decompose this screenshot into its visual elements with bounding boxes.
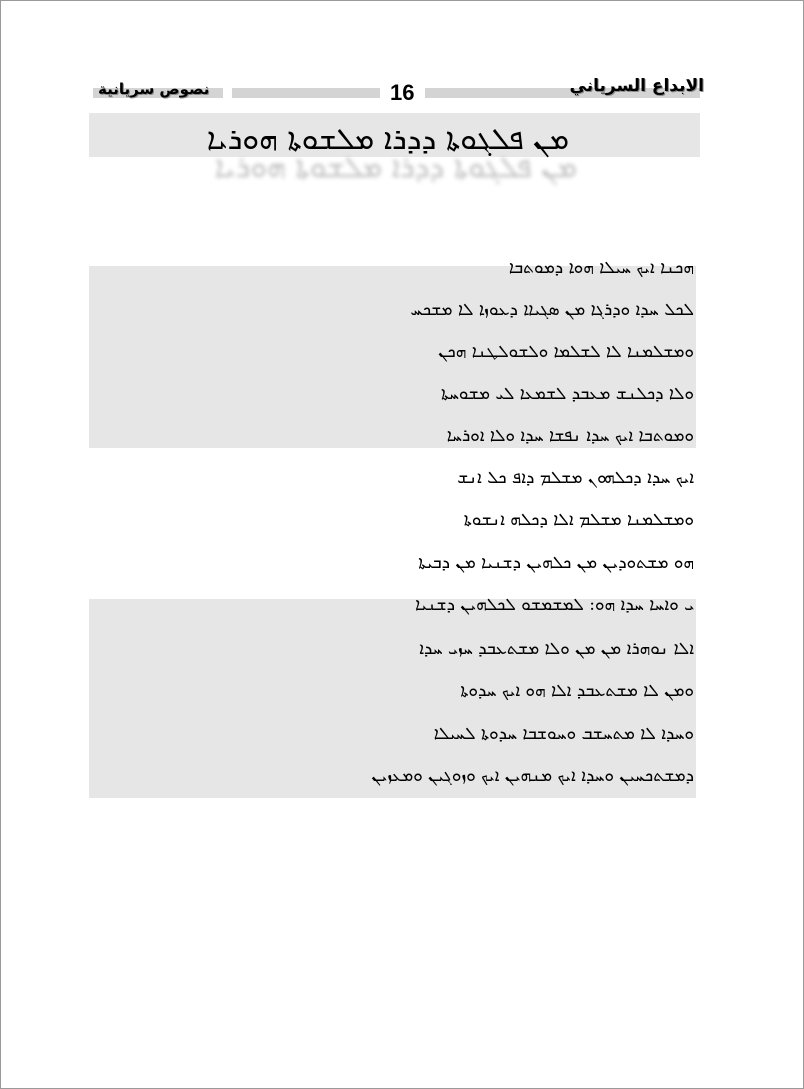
poem-line: ܘܚܕܐ ܠܐ ܡܬܚܫܒ ܘܚܘܫܒܐ ܚܕܘܬܐ ܠܚܝܠܐ — [433, 724, 694, 744]
poem-line: ܘܡܘܬܒܐ ܐܝܟ ܚܕܐ ܢܦܫܐ ܚܕܐ ܘܠܐ ܐܘܪܚܐ — [446, 426, 694, 446]
poem-line: ܘܡܢ ܠܐ ܡܫܬܥܒܕ ܐܠܐ ܗܘ ܐܝܟ ܚܕܘܬܐ — [460, 681, 694, 701]
poem-line: ܘܡܫܠܡܢܐ ܠܐ ܠܫܠܡܐ ܘܠܫܘܠܛܢܐ ܗܟܢ — [438, 342, 694, 362]
poem-line: ܘܠܐ ܕܟܠܢܫ ܡܥܒܕ ܠܫܡܥܐ ܠܝ ܡܫܘܚܬܐ — [441, 384, 694, 404]
poem-line: ܗܟܢܐ ܐܝܟ ܚܝܠܐ ܗܘܐ ܕܡܘܬܒܐ — [508, 258, 694, 278]
header-book-section: نصوص سريانية — [98, 80, 210, 98]
poem-line: ܝ ܘܐܚܐ ܚܕܐ ܗܘ: ܠܡܫܡܫܘ ܠܟܠܗܝܢ ܕܫܢܝܐ — [415, 595, 694, 615]
poem-line: ܐܝܟ ܚܕܐ ܕܟܠܗܘܢ ܡܫܠܡ ܕܐܦ ܟܠ ܐܢܫ — [457, 468, 694, 488]
poem-line: ܕܡܫܬܟܚܝܢ ܘܚܕܐ ܐܝܟ ܡܢܗܝܢ ܐܝܟ ܘܙܘܓܝܢ ܘܡܥܙܝܢ — [371, 766, 694, 786]
poem-title: ܡܢ ܦܠܓܘܬܐ ܕܕܪܐ ܡܠܫܘܬܐ ܗܘܪܝܐ — [206, 122, 569, 157]
poem-line: ܗܘ ܡܫܬܘܕܝܢ ܡܢ ܟܠܗܝܢ ܕܫܢܝܐ ܡܢ ܕܒܝܬܐ — [418, 553, 694, 573]
poem-line: ܘܡܫܠܡܢܐ ܡܫܠܡ ܐܠܐ ܕܟܠܗ ܐܢܫܘܬܐ — [463, 510, 694, 530]
poem-line: ܠܟܠ ܚܕܐ ܘܕܪܓܐ ܡܢ ܣܓܝܐܐ ܕܥܘܙܐ ܠܐ ܡܫܟܚ — [410, 300, 694, 320]
header-mid-bar — [232, 88, 380, 98]
header-magazine-title: الابداع السرياني — [569, 76, 704, 96]
poem-line: ܐܠܐ ܢܘܗܪܐ ܡܢ ܡܢ ܘܠܐ ܡܫܬܥܒܕ ܚܙܝ ܚܕܐ — [419, 639, 694, 659]
poem-title-shadow: ܡܢ ܦܠܓܘܬܐ ܕܕܪܐ ܡܠܫܘܬܐ ܗܘܪܝܐ — [214, 150, 577, 185]
page-number: 16 — [390, 80, 415, 105]
